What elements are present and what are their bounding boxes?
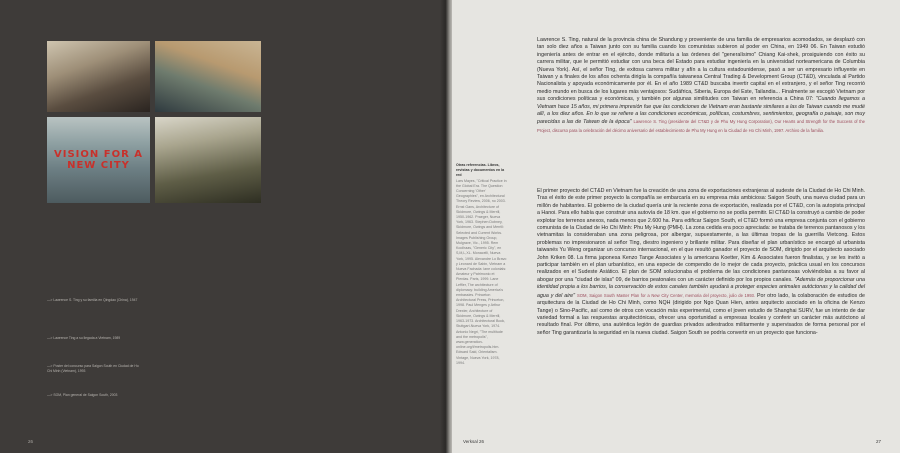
main-text-block-1 <box>537 37 865 135</box>
caption-2: —> Lawrence Ting a su llegada a Vietnam, 1989 <box>47 336 121 340</box>
arrival-photo <box>155 41 261 112</box>
references-heading: Otras referencias. Libros, revistas y documentos en la red <box>456 163 505 178</box>
paragraph-3: Por otro lado, la colaboración de estudios de arquitectura de la Ciudad de Ho Chi Minh, como NQH (dirigido por Ngo Quan Hien, antes arquitecto asociado en la oficina de Kenzo Tange) o Sino-Pacific, así como de otros con vocación más experimental, como el joven estudio de Shanghai SURV, fue un intento de dar variedad formal a las respuestas arquitectónicas, ofrecer una oportunidad a empresas locales y conferir un carácter más autóctono al resultado final. Por último, una auténtica legión de guardias privados adiestrados militarmente y supervisados de forma personal por el señor Ting garantizaría la seguridad en la nueva ciudad. Saigon South se podría convertir en un proyecto que funciona- <box>537 292 865 336</box>
reference-1: Lawrence S. Ting (presidente del CT&D y de Phu My Hung Corporation), Our Hearts and Strength for the Success of the Project, discurso para la celebración del décimo aniversario del establecimiento de Phu My Hung en la Ciudad de Ho Chi Minh, 1997. Archivo de la familia. <box>537 119 865 133</box>
page-number-left: 26 <box>28 439 34 444</box>
paragraph-2: El primer proyecto del CT&D en Vietnam fue la creación de una zona de exportaciones extranjeras al sudeste de la Ciudad de Ho Chi Minh. Tras el éxito de este primer proyecto la compañía se embarcaría en su empresa más ambiciosa: Saigon South, una nueva ciudad para un millón de habitantes. El gobierno de la ciudad quería unir la reciente zona de exportación, realizada por el CT&D, con la autopista principal a Hanoi. Para ello había que construir una autovía de 18 km. que el gobierno no se podía permitir. El CT&D la construyó a cambio de poder explotar los terrenos anexos, nada menos que 2.600 ha. Para edificar Saigon South, el CT&D formó una empresa conjunta con el gobierno comunista de la Ciudad de Ho Chi Minh: Phu My Hung (PMH). La zona cedida era poco apreciada: se trataba de terrenos pantanosos y los vietnamitas la consideraban una zona peligrosa, por albergar, supuestamente, a las últimas tropas de la guerrilla Vietcong. Estos problemas no impresionaron al señor Ting, diestro ingeniero y brillante militar. Para diseñar el plan urbanístico se encargó al urbanista taiwanés Yu Weng organizar un concurso internacional, en el que resultó ganador el proyecto de SOM, dirigido por el arquitecto asociado John Kriken 08. La firma japonesa Kenzo Tange Associates y la americana Koetter, Kim & Associates fueron finalistas, y se les invitó a participar también en el plan urbanístico, en una especie de compendio de lo mejor de cada proyecto, práctica usual en los concursos realizados en el Sudeste Asiático. El plan de SOM solucionaba el problema de las condiciones pantanosas volviéndolas a su favor al abogar por una "ciudad de islas" 09, de barrios peatonales con un carácter definido por los propios canales. <box>537 188 865 283</box>
master-plan-photo <box>155 117 261 203</box>
caption-4: —> SOM, Plan general de Saigon South, 2003 <box>47 393 118 397</box>
main-text-block-2 <box>537 188 865 337</box>
poster-sign-text: VISION FOR A NEW CITY <box>54 149 143 171</box>
references-body: Lars Mayes, "Critical Practice in the Global Era. The Question Concerning 'Other' Geographies", en Architectural Theory Review, 2006, no 2003. Ernst Gans, Architecture of Skidmore, Owings & Merrill, 1950-1962. Praeger, Nueva York, 1963. Stephen Dobney, Skidmore, Owings and Merrill: Selected and Current Works. Images Publishing Group, Mulgrave, Vic., 1995. Rem Koolhaas, "Generic City", en S,M,L,XL. Monacelli, Nueva York, 1995. Alexandre Lo Bravo y Leonard de Sabin, Vietnam a Nueva Fachada: lane colonials: Amateur y Patrimonio et Pierdas. Paris, 1999. Lane Leffler, The architecture of diplomacy: building America's embassies. Princeton Architectural Press, Princeton, 1998. Paul Menges y Arthur Drexler, Architecture of Skidmore, Owings & Merrill, 1963-1973. Architectural Book, Stuttgart-Nueva York, 1974. Antonio Negri, "The multitude and the metropolis", www.generation-online.org/t/metropolis.htm. Edward Said, Orientalism. Vintage, Nueva York, 1978, 1994. <box>456 178 507 365</box>
quote-1: "Cuando llegamos a Vietnam hace 15 años, mi primera impresión fue que las condiciones de Vietnam eran bastante similares a las de Taiwan cuando me mudé allí, a los diez años. En lo que se refiere a las condiciones económicas, políticas, costumbres, sentimientos, geografía o paisaje, son muy parecidas a las de Taiwan de la época" <box>537 96 865 126</box>
quote-2: "Además de proporcionar una identidad propia a los barrios, la conservación de estos canales también ayudará a proteger especies animales autóctonas y la calidad del agua y del aire" <box>537 276 865 299</box>
paragraph-1: Lawrence S. Ting, natural de la provincia china de Shandung y proveniente de una familia de empresarios acomodados, se desplazó con tan solo diez años a Taiwan junto con su familia cuando los comunistas subieron al poder en China, en 1949 06. En Taiwan estudió ingeniería antes de entrar en el ejército, donde militaría a las órdenes del "generalísimo" Chiang Kai-shek, prosiguiendo con éxito su carrera militar, que le permitió estudiar con una beca del Estado para estudiar ingeniería en la universidad norteamericana de Columbia (Nueva York). Así, el señor Ting, de exitosa carrera militar y afín a la cultura estadounidense, pasó a ser un empresario influyente en Taiwan y a finales de los años ochenta dirigía la compañía taiwanesa Central Trading & Development Group (CT&D), vinculada al Partido Nacionalista y apoyada económicamente por él. En el año 1989 CT&D buscaba invertir capital en el extranjero, y el señor Ting recorrió medio mundo en busca de los lugares más ventajosos: Sudáfrica, Siberia, Europa del Este, Tailandia... Finalmente se escogió Vietnam por sus condiciones políticas y económicas, y también por algunas similitudes con Taiwan en referencia a China 07: <box>537 37 865 103</box>
references-sidebar <box>456 163 508 366</box>
family-photo <box>47 41 150 112</box>
caption-1: —> Lawrence S. Ting y su familia en Qingdao (China), 1947 <box>47 298 138 302</box>
page-number-right: 27 <box>876 439 882 444</box>
reference-2: SOM, Saigon South Master Plan for a New City Center, memoria del proyecto, julio de 1993. <box>576 292 756 298</box>
caption-3: —> Poster del concurso para Saigon South en Ciudad de Ho Chi Minh (Vietnam), 1993 <box>47 364 139 373</box>
footer-label: Verksal 26 <box>463 439 485 444</box>
competition-poster-photo <box>47 117 150 203</box>
left-page <box>0 0 447 453</box>
